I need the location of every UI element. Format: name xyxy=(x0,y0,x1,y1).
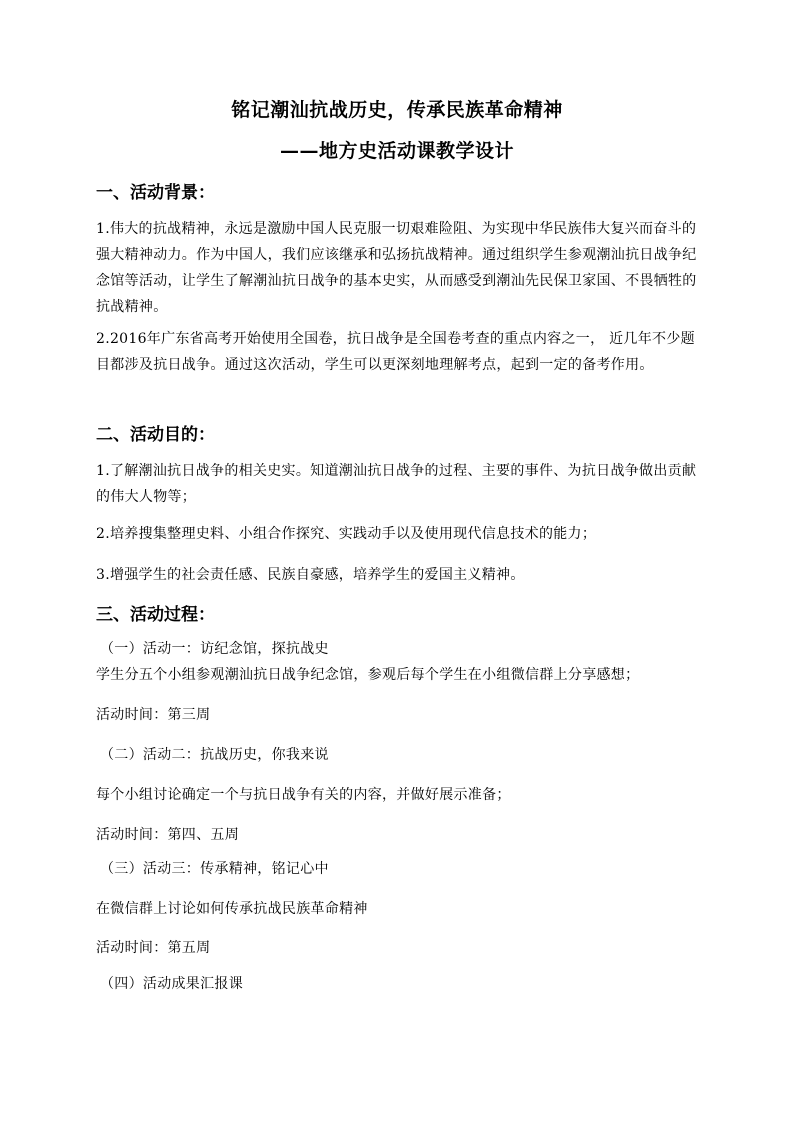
activity-3-title: （三）活动三：传承精神，铭记心中 xyxy=(100,861,329,877)
activity-2-time: 活动时间：第四、五周 xyxy=(96,827,239,843)
activity-1-time: 活动时间：第三周 xyxy=(96,707,211,723)
activity-2-description: 每个小组讨论确定一个与抗日战争有关的内容，并做好展示准备； xyxy=(96,787,511,803)
paragraph-purpose-2: 2.培养搜集整理史料、小组合作探究、实践动手以及使用现代信息技术的能力； xyxy=(96,526,597,542)
activity-2-title: （二）活动二：抗战历史，你我来说 xyxy=(100,747,329,763)
activity-1-title: （一）活动一：访纪念馆，探抗战史 xyxy=(100,641,329,657)
activity-3-description: 在微信群上讨论如何传承抗战民族革命精神 xyxy=(96,901,368,917)
paragraph-background-2: 2.2016年广东省高考开始使用全国卷，抗日战争是全国卷考查的重点内容之一， 近几年不少题目都涉及抗日战争。通过这次活动，学生可以更深刻地理解考点，起到一定的备考作用。 xyxy=(96,331,695,373)
document-title: 铭记潮汕抗战历史，传承民族革命精神 xyxy=(231,99,563,121)
activity-1-description: 学生分五个小组参观潮汕抗日战争纪念馆，参观后每个学生在小组微信群上分享感想； xyxy=(96,667,640,683)
paragraph-background-1: 1.伟大的抗战精神，永远是激励中国人民克服一切艰难险阻、为实现中华民族伟大复兴而奋斗的强大精神动力。作为中国人，我们应该继承和弘扬抗战精神。通过组织学生参观潮汕抗日战争纪念馆等活动，让学生了解潮汕抗日战争的基本史实，从而感受到潮汕先民保卫家国、不畏牺牲的抗战精神。 xyxy=(96,221,697,315)
activity-4-title: （四）活动成果汇报课 xyxy=(100,976,243,992)
section-heading-background: 一、活动背景： xyxy=(96,183,215,203)
paragraph-purpose-1: 1.了解潮汕抗日战争的相关史实。知道潮汕抗日战争的过程、主要的事件、为抗日战争做出贡献的伟大人物等； xyxy=(96,463,697,505)
document-subtitle: ——地方史活动课教学设计 xyxy=(279,140,514,162)
activity-3-time: 活动时间：第五周 xyxy=(96,940,211,956)
paragraph-purpose-3: 3.增强学生的社会责任感、民族自豪感，培养学生的爱国主义精神。 xyxy=(96,567,525,583)
section-heading-purpose: 二、活动目的： xyxy=(96,425,215,445)
section-heading-process: 三、活动过程： xyxy=(96,605,215,625)
